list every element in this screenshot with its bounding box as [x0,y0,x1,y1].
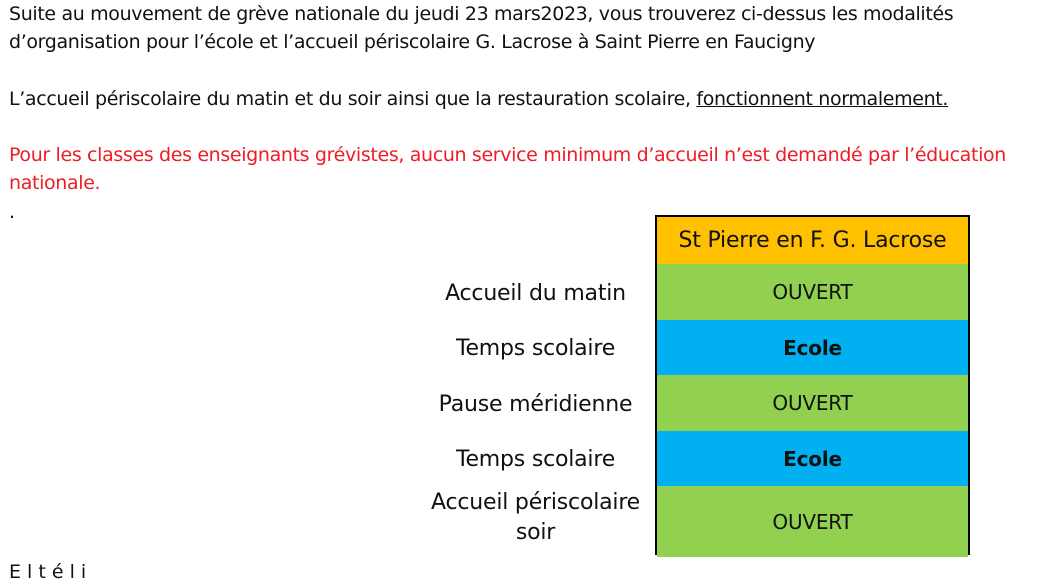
cut-off-text-line: E l t é l i [9,561,87,583]
row-label-temps-scolaire-1: Temps scolaire [455,336,616,361]
strike-notice-line-1: Pour les classes des enseignants grévistes, aucun service minimum d’accueil n’est demandé par l’éducation [9,144,1006,166]
periscolaire-sentence [9,85,948,113]
periscolaire-emphasis: fonctionnent normalement. [696,88,949,110]
status-text: OUVERT [772,280,853,304]
row-label-accueil-matin: Accueil du matin [445,281,626,306]
status-cell-temps-scolaire-1 [657,320,968,375]
intro-line-1: Suite au mouvement de grève nationale du jeudi 23 mars2023, vous trouverez ci-dessus les modalités [9,3,954,25]
row-label-accueil-soir-line-1: Accueil périscolaire [430,490,641,515]
status-cell-accueil-soir [657,486,968,557]
schedule-table [655,215,970,555]
row-label-pause-meridienne: Pause méridienne [438,392,633,417]
row-label-accueil-soir [413,488,658,548]
strike-notice-line-2: nationale. [9,172,101,194]
periscolaire-text: L’accueil périscolaire du matin et du soir ainsi que la restauration scolaire, [9,88,697,110]
intro-line-2: d’organisation pour l’école et l’accueil périscolaire G. Lacrose à Saint Pierre en Faucigny [9,31,816,53]
status-text: OUVERT [772,391,853,415]
dot-paragraph: . [9,201,15,223]
status-cell-accueil-matin [657,264,968,320]
status-cell-pause-meridienne [657,375,968,431]
table-header [657,217,968,264]
table-header-text: St Pierre en F. G. Lacrose [678,228,947,253]
status-cell-temps-scolaire-2 [657,431,968,486]
status-text: Ecole [783,446,842,471]
row-label-temps-scolaire-2: Temps scolaire [455,447,616,472]
status-text: OUVERT [772,509,853,534]
row-label-accueil-soir-line-2: soir [515,520,556,545]
status-text: Ecole [783,335,842,360]
